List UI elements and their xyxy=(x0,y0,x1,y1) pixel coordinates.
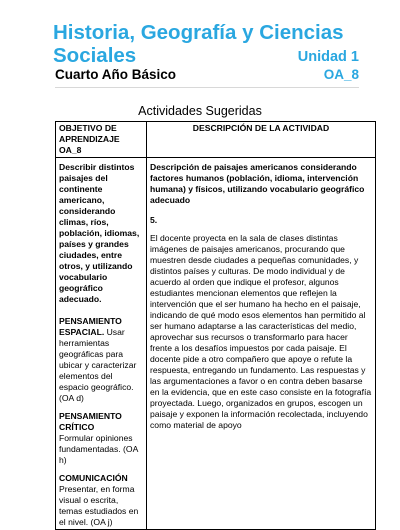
activities-table xyxy=(55,121,376,530)
activity-number: 5. xyxy=(150,215,158,225)
skill-title: PENSAMIENTO ESPACIAL. xyxy=(59,316,122,337)
subject-title: Historia, Geografía y Ciencias xyxy=(53,21,344,44)
skill-item xyxy=(59,473,143,528)
table-header-row xyxy=(56,122,376,158)
objective-column-header: OBJETIVO DE APRENDIZAJE OA_8 xyxy=(56,122,147,158)
unit-label: Unidad 1 xyxy=(297,49,359,65)
table-row xyxy=(56,158,376,530)
skill-title: PENSAMIENTO CRÍTICO xyxy=(59,411,122,432)
objective-text: Describir distintos paisajes del continente americano, considerando climas, ríos, población, idiomas, países y grandes ciudades, entre otros, y utilizando vocabulario geográfico adecuado. xyxy=(59,162,140,304)
subject-title-continued: Sociales xyxy=(53,44,137,67)
skill-text: Presentar, en forma visual o escrita, temas estudiados en el nivel. (OA j) xyxy=(59,484,139,527)
activity-title: Descripción de paisajes americanos considerando factores humanos (población, idioma, intervención humana) y físicos, utilizando vocabulario geográfico adecuado xyxy=(150,162,365,205)
objective-code: OA_8 xyxy=(323,67,359,82)
header-divider xyxy=(55,87,359,88)
description-cell xyxy=(147,158,376,530)
description-column-header: DESCRIPCIÓN DE LA ACTIVIDAD xyxy=(147,122,376,158)
activity-description: El docente proyecta en la sala de clases distintas imágenes de paisajes americanos, procurando que muestren desde ciudades a pequeñas comunidades, y distintos países y culturas. De modo individual y de acuerdo al orden que indique el profesor, algunos estudiantes mencionan elementos que reflejen la intervención que el ser humano ha hecho en el paisaje, indicando de qué modo esos elementos han permitido al ser humano adaptarse a las características del medio, aprovechar sus recursos o transformarlo para hacer frente a los desafíos impuestos por cada paisaje. El docente pide a otro compañero que apoye o refute la respuesta, entregando un fundamento. Las respuestas y las argumentaciones a favor o en contra deben basarse en la evidencia, que en este caso consiste en la fotografía proyectada. Luego, organizados en grupos, escogen un paisaje y exponen la información recolectada, incluyendo como material de apoyo xyxy=(150,233,372,430)
skill-item xyxy=(59,316,143,404)
objective-cell xyxy=(56,158,147,530)
grade-label: Cuarto Año Básico xyxy=(55,67,177,82)
skill-title: COMUNICACIÓN xyxy=(59,473,128,483)
skill-item xyxy=(59,411,143,466)
skill-text: Usar herramientas geográficas para ubicar y caracterizar elementos del espacio geográfico. (OA d) xyxy=(59,327,137,403)
section-title: Actividades Sugeridas xyxy=(138,104,262,118)
skill-text: Formular opiniones fundamentadas. (OA h) xyxy=(59,433,138,465)
